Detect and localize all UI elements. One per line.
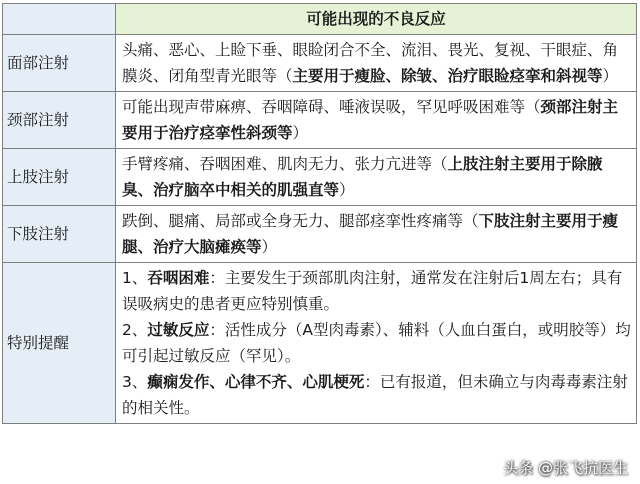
- row-content: 跌倒、腿痛、局部或全身无力、腿部痉挛性疼痛等（下肢注射主要用于瘦腿、治疗大脑瘫痪等）: [116, 206, 637, 263]
- row-label: 上肢注射: [3, 149, 116, 206]
- row-content: 可能出现声带麻痹、吞咽障碍、唾液误吸，罕见呼吸困难等（颈部注射主要用于治疗痉挛性斜颈等）: [116, 92, 637, 149]
- table-row-upper-limb: [3, 149, 637, 206]
- row-label: 特别提醒: [3, 263, 116, 424]
- special-item: 3、癫痫发作、心律不齐、心肌梗死：已有报道，但未确立与肉毒毒素注射的相关性。: [122, 373, 628, 417]
- table-row-face: [3, 35, 637, 92]
- special-content: [116, 263, 637, 424]
- row-label: 颈部注射: [3, 92, 116, 149]
- table-row-neck: [3, 92, 637, 149]
- row-content: 手臂疼痛、吞咽困难、肌肉无力、张力亢进等（上肢注射主要用于除腋臭、治疗脑卒中相关的肌强直等）: [116, 149, 637, 206]
- special-item: 1、吞咽困难：主要发生于颈部肌肉注射，通常发在注射后1周左右；具有误吸病史的患者更应特别慎重。: [122, 269, 623, 313]
- special-item: 2、过敏反应：活性成分（A型肉毒素）、辅料（人血白蛋白，或明胶等）均可引起过敏反应（罕见）。: [122, 321, 631, 365]
- row-label: 面部注射: [3, 35, 116, 92]
- row-label: 下肢注射: [3, 206, 116, 263]
- table-row-lower-limb: [3, 206, 637, 263]
- table-row-special: [3, 263, 637, 424]
- table-header-row: [3, 4, 637, 35]
- watermark: 头条 @张飞抗医生: [503, 459, 628, 477]
- header-title: 可能出现的不良反应: [116, 4, 637, 35]
- row-content: 头痛、恶心、上睑下垂、眼睑闭合不全、流泪、畏光、复视、干眼症、角膜炎、闭角型青光眼等（主要用于瘦脸、除皱、治疗眼睑痉挛和斜视等）: [116, 35, 637, 92]
- header-blank-cell: [3, 4, 116, 35]
- adverse-reaction-table: [2, 3, 637, 424]
